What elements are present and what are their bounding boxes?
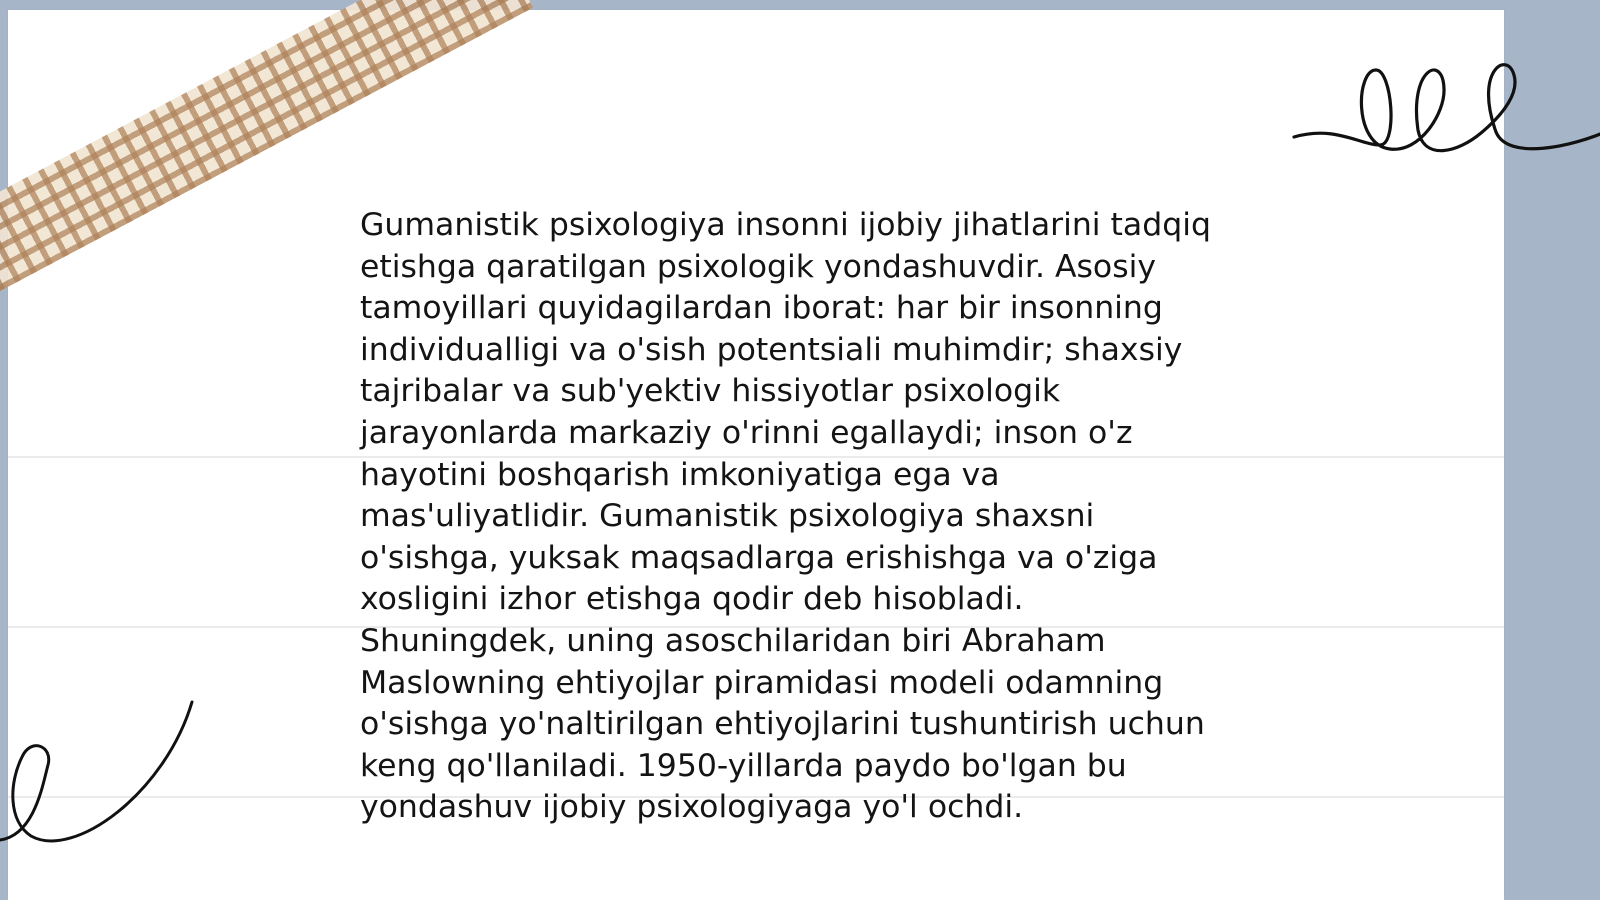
main-paragraph: Gumanistik psixologiya insonni ijobiy jihatlarini tadqiq etishga qaratilgan psixologik yondashuvdir. Asosiy tamoyillari quyidagilardan iborat: har bir insonning individualligi va o'sish potentsiali muhimdir; shaxsiy tajribalar va sub'yektiv hissiyotlar psixologik jarayonlarda markaziy o'rinni egallaydi; inson o'z hayotini boshqarish imkoniyatiga ega va mas'uliyatlidir. Gumanistik psixologiya shaxsni o'sishga, yuksak maqsadlarga erishishga va o'ziga xosligini izhor etishga qodir deb hisobladi. Shuningdek, uning asoschilaridan biri Abraham Maslowning ehtiyojlar piramidasi modeli odamning o'sishga yo'naltirilgan ehtiyojlarini tushuntirish uchun keng qo'llaniladi. 1950-yillarda paydo bo'lgan bu yondashuv ijobiy psixologiyaga yo'l ochdi. [360,207,1211,826]
loop-doodle-icon [1280,35,1600,170]
swoosh-doodle-icon [0,695,210,875]
